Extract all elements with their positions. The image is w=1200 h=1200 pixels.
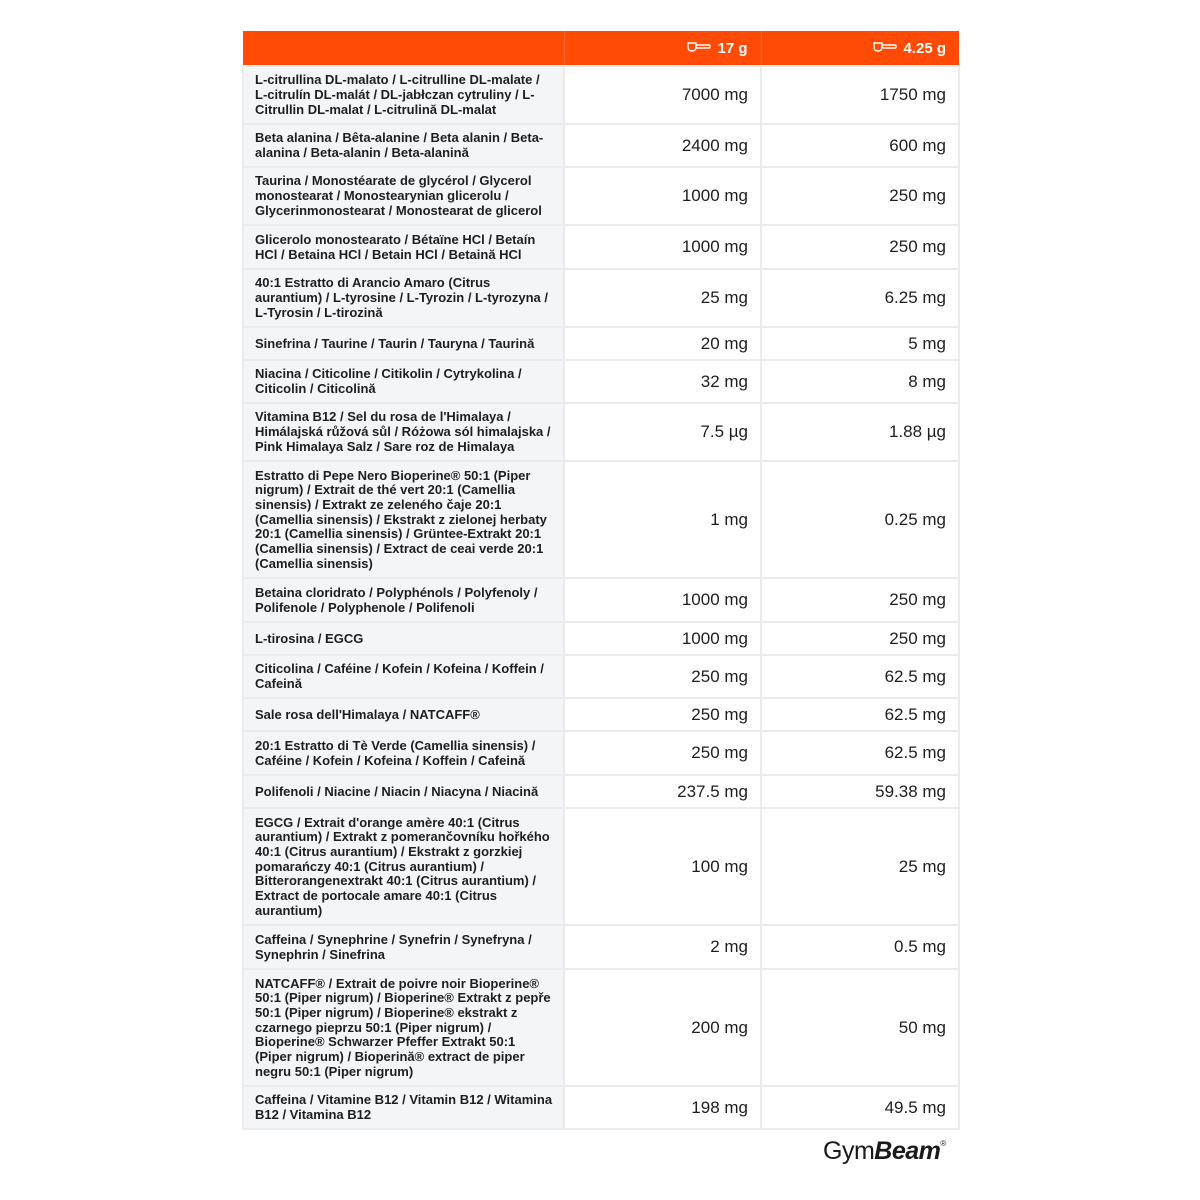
amount-per-17g: 237.5 mg	[564, 775, 761, 808]
ingredient-name: Citicolina / Caféine / Kofein / Kofeina / Koffein / Cafeină	[243, 655, 564, 698]
ingredient-name: Niacina / Citicoline / Citikolin / Cytrykolina / Citicolin / Citicolină	[243, 360, 564, 403]
ingredient-name: L-citrullina DL-malato / L-citrulline DL-malate / L-citrulín DL-malát / DL-jabłczan cytruliny / L-Citrullin DL-malat / L-citrulină DL-malat	[243, 66, 564, 124]
table-row	[243, 167, 959, 225]
ingredient-name: Estratto di Pepe Nero Bioperine® 50:1 (Piper nigrum) / Extrait de thé vert 20:1 (Camellia sinensis) / Extrakt ze zeleného čaje 20:1 (Camellia sinensis) / Ekstrakt z zielonej herbaty 20:1 (Camellia sinensis) / Grüntee-Extrakt 20:1 (Camellia sinensis) / Extract de ceai verde 20:1 (Camellia sinensis)	[243, 461, 564, 578]
amount-per-4-25g: 62.5 mg	[761, 698, 959, 731]
table-body	[243, 66, 959, 1129]
amount-per-17g: 1 mg	[564, 461, 761, 578]
amount-per-17g: 250 mg	[564, 698, 761, 731]
logo-registered-mark: ®	[940, 1139, 946, 1148]
amount-per-17g: 200 mg	[564, 969, 761, 1086]
amount-per-4-25g: 62.5 mg	[761, 655, 959, 698]
amount-per-17g: 1000 mg	[564, 167, 761, 225]
amount-per-4-25g: 59.38 mg	[761, 775, 959, 808]
ingredient-name: Sale rosa dell'Himalaya / NATCAFF®	[243, 698, 564, 731]
amount-per-4-25g: 8 mg	[761, 360, 959, 403]
amount-per-4-25g: 25 mg	[761, 808, 959, 925]
amount-per-4-25g: 62.5 mg	[761, 731, 959, 775]
ingredient-name: 40:1 Estratto di Arancio Amaro (Citrus aurantium) / L-tyrosine / L-Tyrozin / L-tyrozyna / L-Tyrosin / L-tirozină	[243, 269, 564, 327]
ingredient-name: Taurina / Monostéarate de glycérol / Glycerol monostearat / Monostearynian glicerolu / Glycerinmonostearat / Monostearat de glicerol	[243, 167, 564, 225]
scoop-icon	[873, 40, 897, 57]
ingredient-name: Polifenoli / Niacine / Niacin / Niacyna / Niacină	[243, 775, 564, 808]
ingredient-name: 20:1 Estratto di Tè Verde (Camellia sinensis) / Caféine / Kofein / Kofeina / Koffein / Cafeină	[243, 731, 564, 775]
table-row	[243, 925, 959, 969]
amount-per-17g: 32 mg	[564, 360, 761, 403]
amount-per-4-25g: 49.5 mg	[761, 1086, 959, 1129]
amount-per-4-25g: 250 mg	[761, 167, 959, 225]
amount-per-4-25g: 0.5 mg	[761, 925, 959, 969]
amount-per-4-25g: 1750 mg	[761, 66, 959, 124]
ingredient-name: L-tirosina / EGCG	[243, 622, 564, 655]
amount-per-17g: 250 mg	[564, 731, 761, 775]
amount-per-4-25g: 250 mg	[761, 578, 959, 622]
header-ingredient-column	[243, 31, 564, 66]
amount-per-17g: 1000 mg	[564, 622, 761, 655]
table-row	[243, 327, 959, 360]
ingredient-name: Glicerolo monostearato / Bétaïne HCl / Betaín HCl / Betaina HCl / Betain HCl / Betaină HCl	[243, 225, 564, 269]
table-row	[243, 461, 959, 578]
amount-per-4-25g: 250 mg	[761, 622, 959, 655]
amount-per-17g: 1000 mg	[564, 578, 761, 622]
table-row	[243, 731, 959, 775]
table-row	[243, 403, 959, 461]
table-row	[243, 225, 959, 269]
amount-per-17g: 250 mg	[564, 655, 761, 698]
header-serving-17g-label: 17 g	[717, 39, 748, 57]
table-row	[243, 578, 959, 622]
amount-per-17g: 198 mg	[564, 1086, 761, 1129]
gymbeam-logo	[823, 1137, 946, 1166]
amount-per-4-25g: 600 mg	[761, 124, 959, 167]
table-row	[243, 269, 959, 327]
amount-per-17g: 100 mg	[564, 808, 761, 925]
ingredient-name: NATCAFF® / Extrait de poivre noir Bioperine® 50:1 (Piper nigrum) / Bioperine® Extrakt z pepře 50:1 (Piper nigrum) / Bioperine® ekstrakt z czarnego pieprzu 50:1 (Piper nigrum) / Bioperine® Schwarzer Pfeffer Extrakt 50:1 (Piper nigrum) / Bioperină® extract de piper negru 50:1 (Piper nigrum)	[243, 969, 564, 1086]
amount-per-4-25g: 50 mg	[761, 969, 959, 1086]
logo-part-beam: Beam	[874, 1137, 941, 1165]
ingredient-name: Betaina cloridrato / Polyphénols / Polyfenoly / Polifenole / Polyphenole / Polifenoli	[243, 578, 564, 622]
table-row	[243, 969, 959, 1086]
amount-per-4-25g: 250 mg	[761, 225, 959, 269]
header-serving-4-25g	[761, 31, 959, 66]
amount-per-17g: 7000 mg	[564, 66, 761, 124]
amount-per-4-25g: 1.88 µg	[761, 403, 959, 461]
table-header-row	[243, 31, 959, 66]
ingredient-name: EGCG / Extrait d'orange amère 40:1 (Citrus aurantium) / Extrakt z pomerančovníku hořkého 40:1 (Citrus aurantium) / Ekstrakt z gorzkiej pomarańczy 40:1 (Citrus aurantium) / Bitterorangenextrakt 40:1 (Citrus aurantium) / Extract de portocale amare 40:1 (Citrus aurantium)	[243, 808, 564, 925]
header-serving-4-25g-label: 4.25 g	[903, 39, 946, 57]
ingredient-name: Caffeina / Vitamine B12 / Vitamin B12 / Witamina B12 / Vitamina B12	[243, 1086, 564, 1129]
ingredient-name: Beta alanina / Bêta-alanine / Beta alanin / Beta-alanina / Beta-alanin / Beta-alanină	[243, 124, 564, 167]
table-row	[243, 808, 959, 925]
amount-per-4-25g: 5 mg	[761, 327, 959, 360]
table-row	[243, 775, 959, 808]
nutrition-table-container	[242, 31, 958, 1130]
amount-per-17g: 7.5 µg	[564, 403, 761, 461]
scoop-icon	[687, 40, 711, 57]
amount-per-17g: 25 mg	[564, 269, 761, 327]
amount-per-4-25g: 6.25 mg	[761, 269, 959, 327]
table-row	[243, 622, 959, 655]
table-row	[243, 66, 959, 124]
header-serving-17g	[564, 31, 761, 66]
amount-per-17g: 2400 mg	[564, 124, 761, 167]
amount-per-17g: 1000 mg	[564, 225, 761, 269]
nutrition-table	[242, 31, 960, 1130]
logo-part-gym: Gym	[823, 1137, 875, 1165]
amount-per-4-25g: 0.25 mg	[761, 461, 959, 578]
amount-per-17g: 20 mg	[564, 327, 761, 360]
amount-per-17g: 2 mg	[564, 925, 761, 969]
table-row	[243, 655, 959, 698]
ingredient-name: Caffeina / Synephrine / Synefrin / Synefryna / Synephrin / Sinefrina	[243, 925, 564, 969]
table-row	[243, 698, 959, 731]
table-row	[243, 360, 959, 403]
table-row	[243, 124, 959, 167]
table-row	[243, 1086, 959, 1129]
ingredient-name: Vitamina B12 / Sel du rosa de l'Himalaya / Himálajská růžová sůl / Różowa sól himalajska / Pink Himalaya Salz / Sare roz de Himalaya	[243, 403, 564, 461]
ingredient-name: Sinefrina / Taurine / Taurin / Tauryna / Taurină	[243, 327, 564, 360]
